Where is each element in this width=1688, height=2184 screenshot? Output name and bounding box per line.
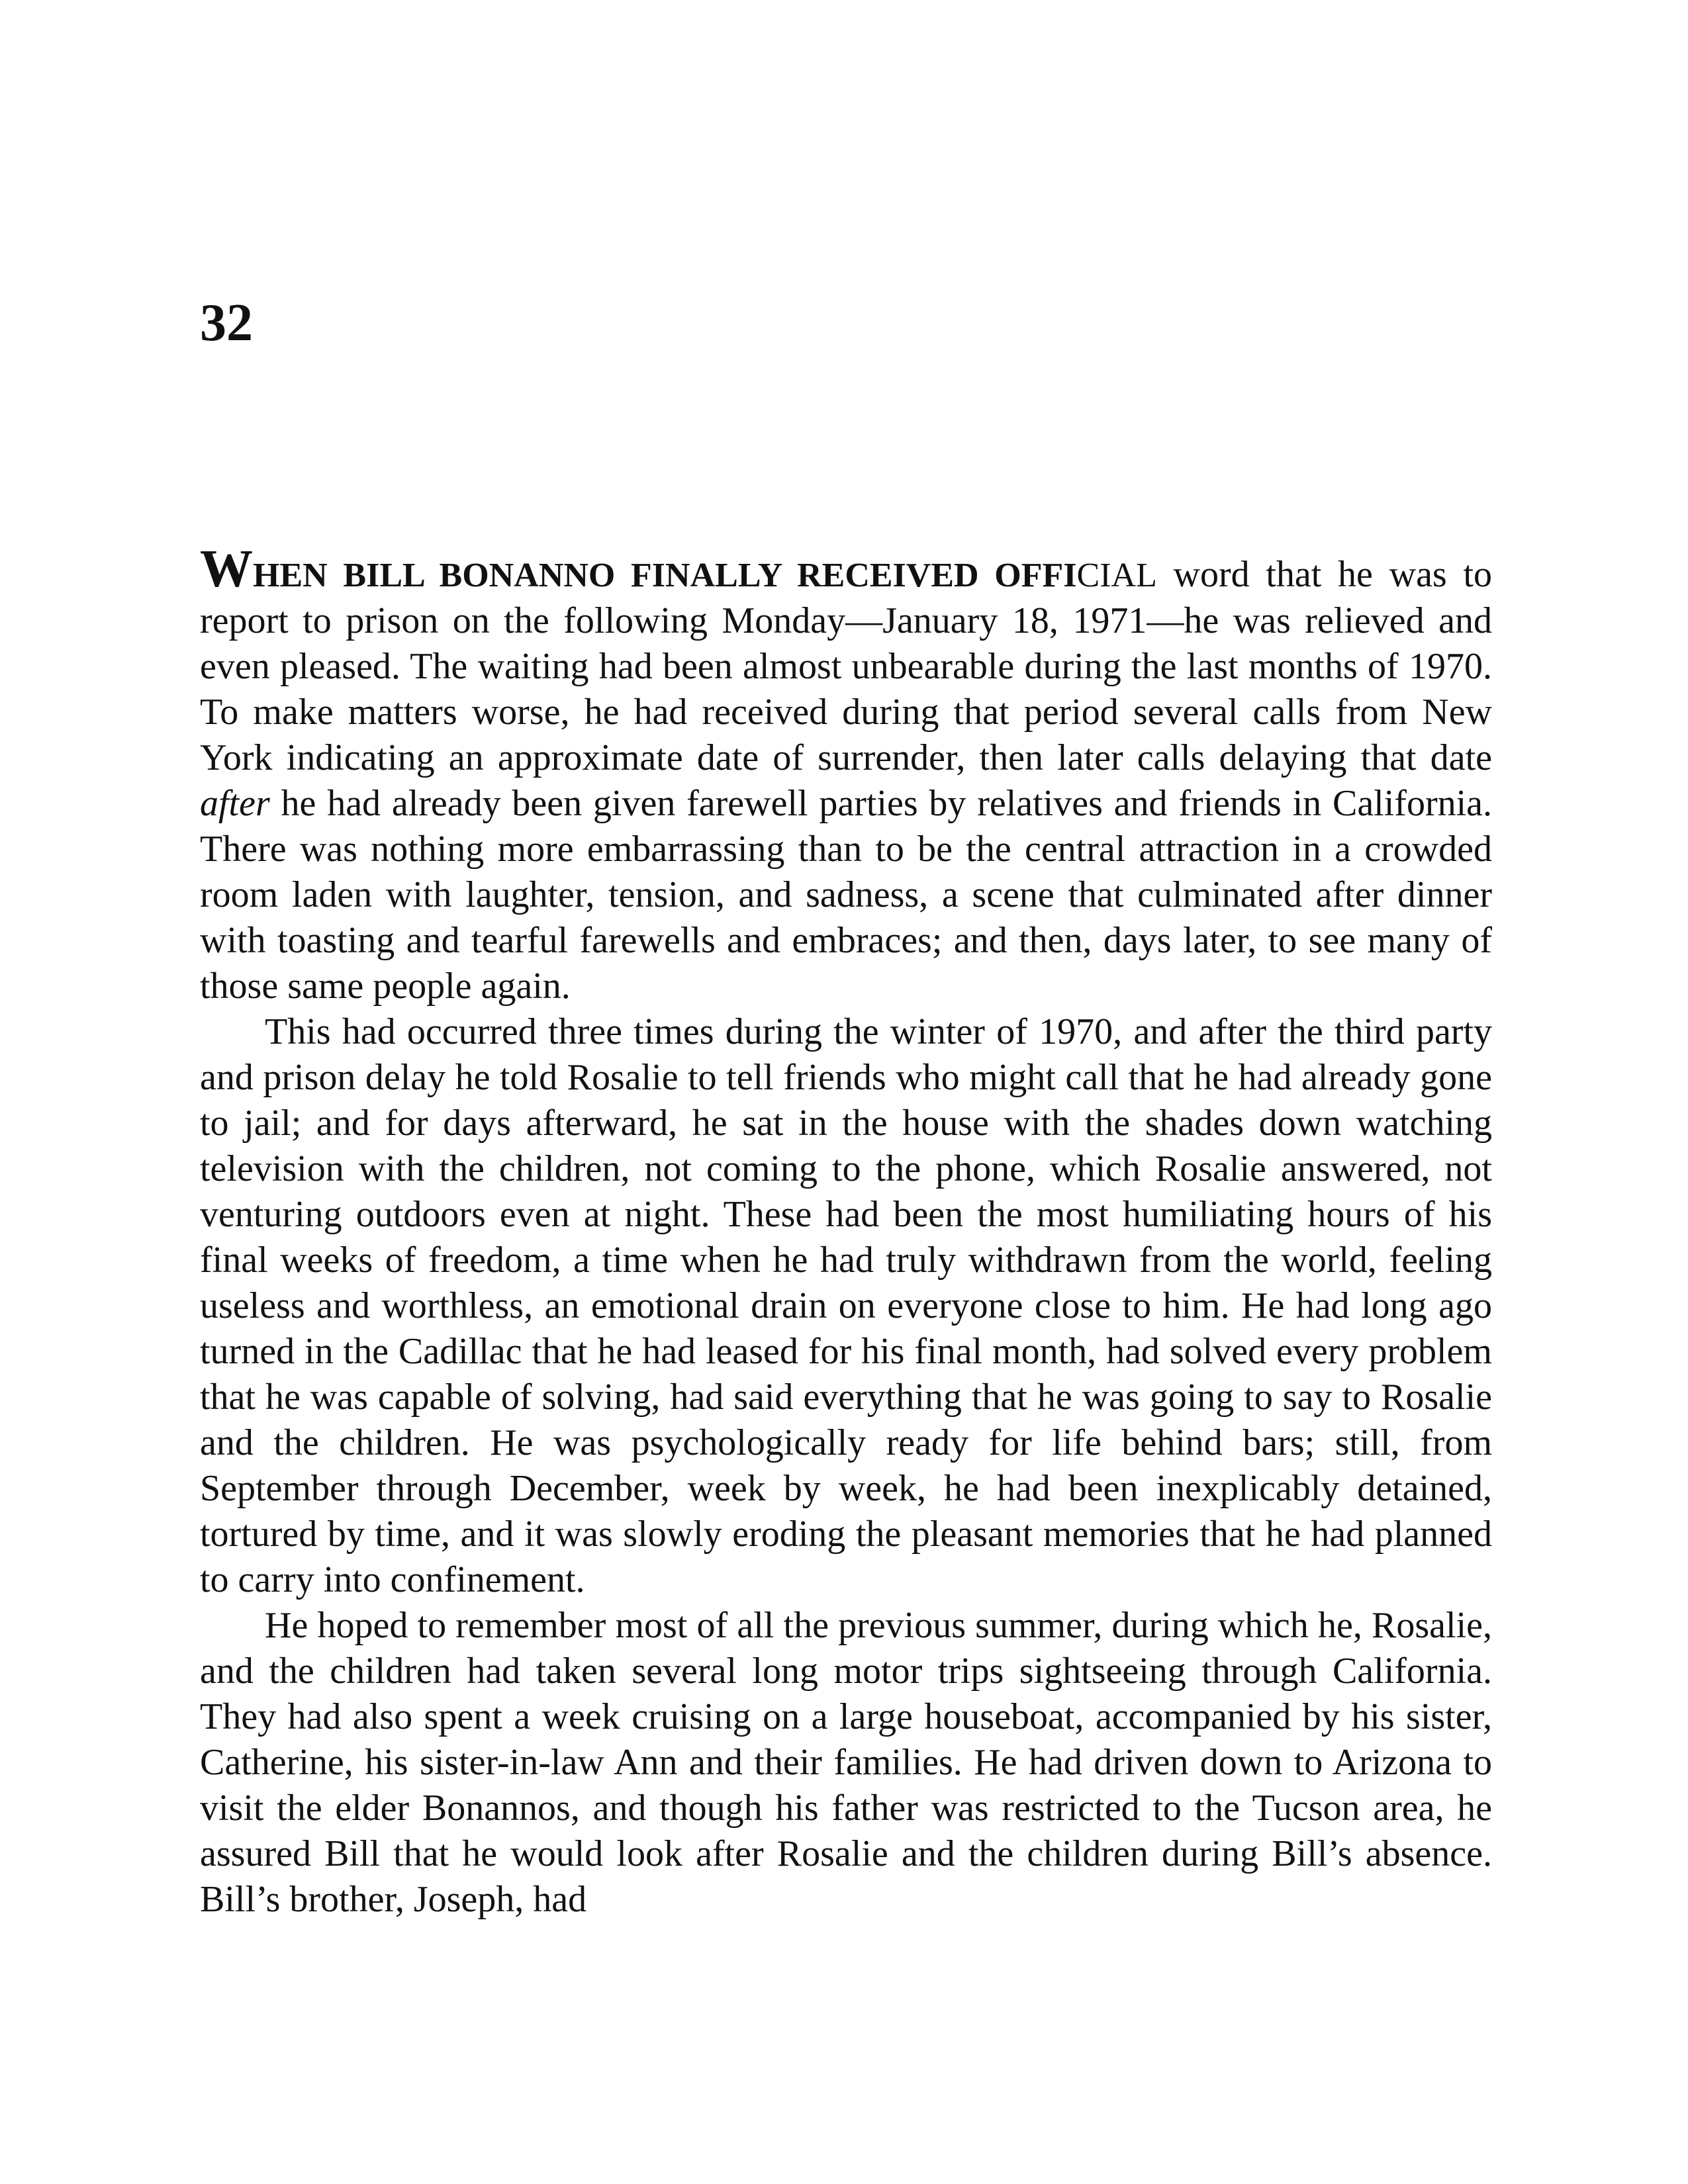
drop-cap: W xyxy=(200,540,253,598)
opening-text-end: he had already been given farewell parties by relatives and friends in California. There was nothing more embarrassing than to be the central attraction in a crowded room laden with laughter, tension, and sadness, a scene that culminated after dinner with toasting and tearful farewells and embraces; and then, days later, to see many of those same people again. xyxy=(200,783,1492,1007)
chapter-body xyxy=(200,540,1492,1923)
run-in-smallcaps: HEN BILL BONANNO FINALLY RECEIVED OFFI xyxy=(253,557,1077,594)
emphasis-after: after xyxy=(200,783,270,824)
opening-text: word that he was to report to prison on the following Monday—January 18, 1971—he was relieved and even pleased. The waiting had been almost unbearable during the last months of 1970. To make matters worse, he had received during that period several calls from New York indicating an approximate date of surrender, then later calls delaying that date xyxy=(200,554,1492,778)
body-paragraph: This had occurred three times during the winter of 1970, and after the third party and prison delay he told Rosalie to tell friends who might call that he had already gone to jail; and for days afterward, he sat in the house with the shades down watching television with the children, not coming to the phone, which Rosalie answered, not venturing outdoors even at night. These had been the most humiliating hours of his final weeks of freedom, a time when he had truly withdrawn from the world, feeling useless and worthless, an emotional drain on everyone close to him. He had long ago turned in the Cadillac that he had leased for his final month, had solved every problem that he was capable of solving, had said everything that he was going to say to Rosalie and the children. He was psychologically ready for life behind bars; still, from September through December, week by week, he had been inexplicably detained, tortured by time, and it was slowly eroding the pleasant memories that he had planned to carry into confinement. xyxy=(200,1011,1492,1600)
opening-run-in xyxy=(200,540,1077,598)
run-in-regular-caps: CIAL xyxy=(1076,557,1157,594)
chapter-number: 32 xyxy=(200,294,253,352)
body-paragraph: He hoped to remember most of all the previous summer, during which he, Rosalie, and the children had taken several long motor trips sightseeing through California. They had also spent a week cruising on a large houseboat, accompanied by his sister, Catherine, his sister-in-law Ann and their families. He had driven down to Arizona to visit the elder Bonannos, and though his father was restricted to the Tucson area, he assured Bill that he would look after Rosalie and the children during Bill’s absence. Bill’s brother, Joseph, had xyxy=(200,1605,1492,1920)
opening-paragraph xyxy=(200,540,1492,1009)
